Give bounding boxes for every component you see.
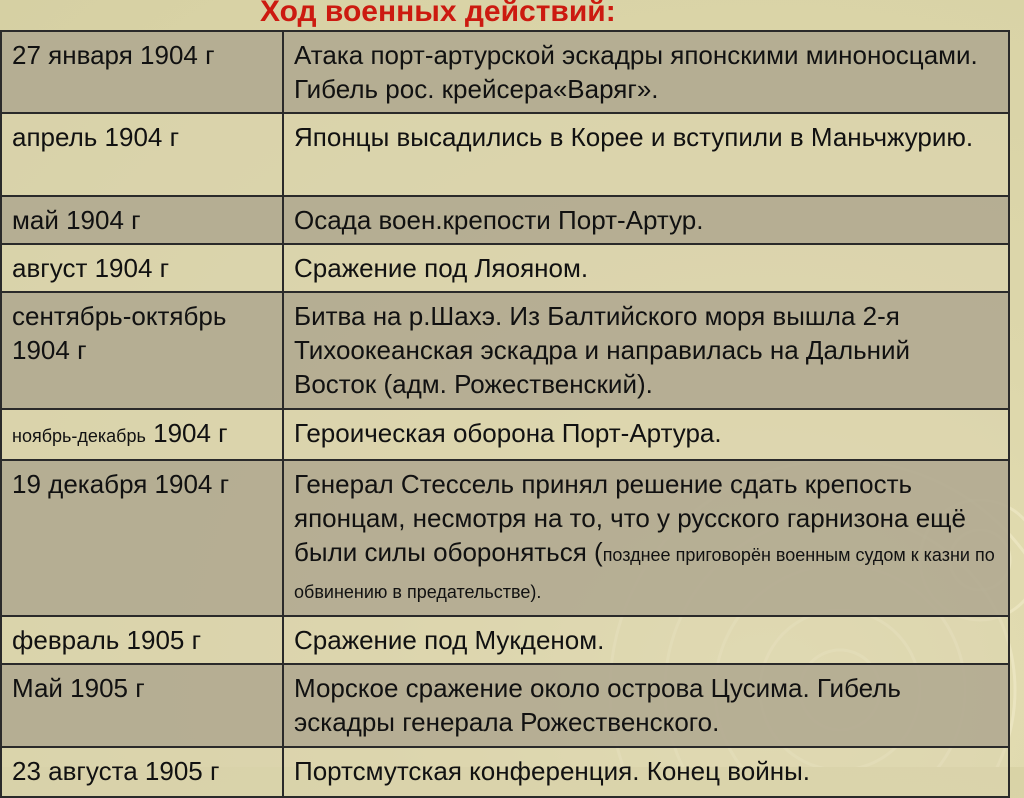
event-date bbox=[1, 409, 283, 460]
table-row bbox=[1, 244, 1009, 292]
event-date: апрель 1904 г bbox=[1, 113, 283, 196]
event-description: Атака порт-артурской эскадры японскими миноносцами. Гибель рос. крейсера«Варяг». bbox=[283, 31, 1009, 113]
event-description: Героическая оборона Порт-Артура. bbox=[283, 409, 1009, 460]
table-row bbox=[1, 460, 1009, 616]
event-date: Май 1905 г bbox=[1, 664, 283, 747]
event-date: август 1904 г bbox=[1, 244, 283, 292]
event-description: Осада воен.крепости Порт-Артур. bbox=[283, 196, 1009, 244]
event-note: позднее приговорён военным судом к казни по обвинению в предательстве bbox=[294, 545, 995, 602]
event-date: 19 декабря 1904 г bbox=[1, 460, 283, 616]
event-date-year: 1904 г bbox=[145, 418, 228, 448]
table-row bbox=[1, 31, 1009, 113]
event-description: Сражение под Ляояном. bbox=[283, 244, 1009, 292]
event-date: 27 января 1904 г bbox=[1, 31, 283, 113]
event-description bbox=[283, 460, 1009, 616]
event-description: Морское сражение около острова Цусима. Гибель эскадры генерала Рожественского. bbox=[283, 664, 1009, 747]
events-table bbox=[0, 30, 1010, 798]
table-row bbox=[1, 196, 1009, 244]
event-date: сентябрь-октябрь 1904 г bbox=[1, 292, 283, 409]
event-date-range: ноябрь-декабрь bbox=[12, 426, 146, 446]
table-row bbox=[1, 664, 1009, 747]
event-description: Портсмутская конференция. Конец войны. bbox=[283, 747, 1009, 797]
page-title: Ход военных действий: bbox=[260, 0, 616, 28]
event-date: май 1904 г bbox=[1, 196, 283, 244]
table-row bbox=[1, 747, 1009, 797]
table-row bbox=[1, 616, 1009, 664]
event-description: Японцы высадились в Корее и вступили в Маньчжурию. bbox=[283, 113, 1009, 196]
event-main-text: Генерал Стессель принял решение сдать крепость японцам, несмотря на то, что у русского гарнизона ещё были силы обороняться ( bbox=[294, 469, 967, 567]
table-row bbox=[1, 292, 1009, 409]
event-date: февраль 1905 г bbox=[1, 616, 283, 664]
table-row bbox=[1, 409, 1009, 460]
event-note-end: ). bbox=[530, 582, 542, 602]
event-description: Битва на р.Шахэ. Из Балтийского моря вышла 2-я Тихоокеанская эскадра и направилась на Дальний Восток (адм. Рожественский). bbox=[283, 292, 1009, 409]
event-description: Сражение под Мукденом. bbox=[283, 616, 1009, 664]
event-date: 23 августа 1905 г bbox=[1, 747, 283, 797]
table-row bbox=[1, 113, 1009, 196]
